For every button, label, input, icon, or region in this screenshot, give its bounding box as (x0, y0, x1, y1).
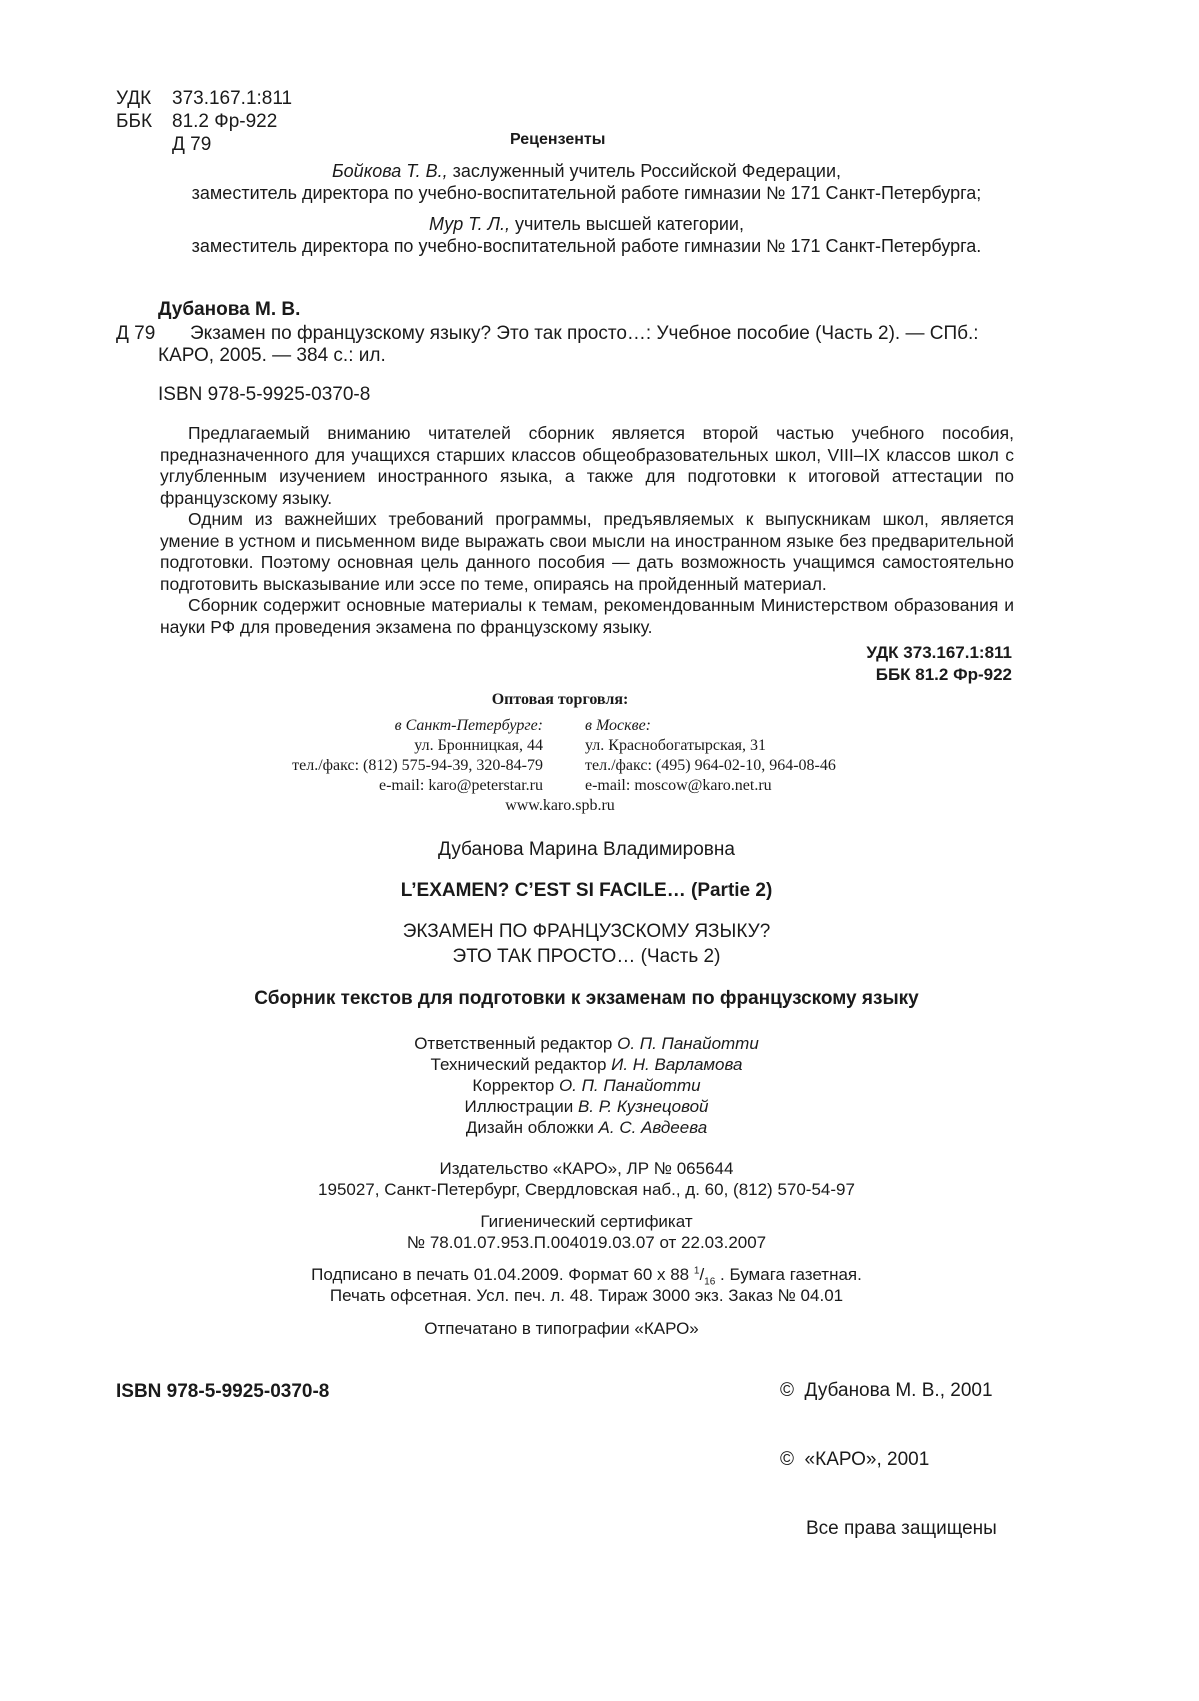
title-french: L’EXAMEN? C’EST SI FACILE… (Partie 2) (400, 880, 773, 901)
bib-isbn: ISBN 978-5-9925-0370-8 (158, 384, 371, 405)
credit-line: Дизайн обложки А. С. Авдеева (465, 1118, 708, 1137)
credit-line: Иллюстрации В. Р. Кузнецовой (464, 1097, 709, 1116)
bbk-right: ББК 81.2 Фр-922 (875, 665, 1012, 684)
publisher: Издательство «КАРО», ЛР № 065644 (439, 1159, 734, 1178)
spb-address: ул. Бронницкая, 44 (414, 737, 543, 754)
credit-line: Корректор О. П. Панайотти (472, 1076, 701, 1095)
spb-email: e-mail: karo@peterstar.ru (379, 777, 543, 794)
bib-author: Дубанова М. В. (158, 299, 301, 320)
annotation-paragraph-1: Предлагаемый вниманию читателей сборник является второй частью учебного пособия, предназначенного для учащихся старших классов общеобразовательных школ, VIII–IX классов школ с углубленным изучением иностранного языка, а также для подготовки к итоговой аттестации по французскому языку. (160, 423, 1014, 508)
copyright-author: © Дубанова М. В., 2001 (780, 1380, 993, 1401)
bbk-value: 81.2 Фр-922 (172, 111, 278, 132)
udk-right: УДК 373.167.1:811 (866, 643, 1012, 662)
copyright (780, 1333, 997, 1563)
bib-code: Д 79 (116, 323, 156, 344)
reviewer-1-role: заслуженный учитель Российской Федерации, (447, 161, 842, 181)
annotation-paragraph-2: Одним из важнейших требований программы, предъявляемых к выпускникам школ, является умение в устном и письменном виде выражать свои мысли на иностранном языке без предварительной подготовки. Поэтому основная цель данного пособия — дать возможность учащимся самостоятельно подготовить высказывание или эссе по теме, опираясь на пройденный материал. (160, 509, 1014, 594)
bib-line-2: КАРО, 2005. — 384 с.: ил. (158, 345, 386, 366)
print-info-1: Подписано в печать 01.04.2009. Формат 60 x 88 $^1/_{16}$ . Бумага газетная. (311, 1265, 862, 1288)
msk-address: ул. Краснобогатырская, 31 (585, 737, 766, 754)
publisher-address: 195027, Санкт-Петербург, Свердловская наб., д. 60, (812) 570-54-97 (318, 1180, 855, 1199)
print-info-2: Печать офсетная. Усл. печ. л. 48. Тираж 3000 экз. Заказ № 04.01 (329, 1286, 844, 1305)
author-full: Дубанова Марина Владимировна (438, 839, 735, 860)
certificate-number: № 78.01.07.953.П.004019.03.07 от 22.03.2007 (406, 1233, 767, 1252)
author-code: Д 79 (172, 134, 212, 155)
credit-line: Ответственный редактор О. П. Панайотти (414, 1034, 759, 1053)
msk-email: e-mail: moscow@karo.net.ru (585, 777, 772, 794)
website: www.karo.spb.ru (505, 797, 615, 814)
spb-city: в Санкт-Петербурге: (394, 717, 543, 734)
title-russian-1: ЭКЗАМЕН ПО ФРАНЦУЗСКОМУ ЯЗЫКУ? (402, 921, 771, 942)
msk-city: в Москве: (585, 717, 652, 734)
wholesale-heading: Оптовая торговля: (491, 691, 629, 708)
copyright-publisher: © «КАРО», 2001 (780, 1449, 930, 1470)
udk-label: УДК (116, 88, 152, 109)
certificate-title: Гигиенический сертификат (480, 1212, 693, 1231)
reviewers-heading: Рецензенты (510, 131, 606, 148)
rights-reserved: Все права защищены (806, 1518, 997, 1539)
reviewer-2-role: учитель высшей категории, (509, 214, 744, 234)
annotation-paragraph-3: Сборник содержит основные материалы к темам, рекомендованным Министерством образования и науки РФ для проведения экзамена по французскому языку. (160, 595, 1014, 637)
wholesale-msk (585, 716, 836, 796)
spb-phone: тел./факс: (812) 575-94-39, 320-84-79 (292, 757, 543, 774)
reviewer-2 (160, 213, 1013, 235)
bbk-label: ББК (116, 111, 153, 132)
annotation (160, 423, 1014, 638)
wholesale-spb (200, 716, 543, 796)
isbn-bottom: ISBN 978-5-9925-0370-8 (116, 1381, 330, 1402)
title-russian-2: ЭТО ТАК ПРОСТО… (Часть 2) (452, 946, 721, 967)
bib-line-1: Экзамен по французскому языку? Это так просто…: Учебное пособие (Часть 2). — СПб.: (190, 323, 979, 344)
subtitle: Сборник текстов для подготовки к экзаменам по французскому языку (254, 988, 919, 1009)
credits (160, 1033, 1013, 1138)
reviewer-2-name: Мур Т. Л., (429, 214, 510, 234)
reviewer-2-position: заместитель директора по учебно-воспитательной работе гимназии № 171 Санкт-Петербурга. (191, 236, 982, 256)
reviewer-1 (160, 160, 1013, 182)
msk-phone: тел./факс: (495) 964-02-10, 964-08-46 (585, 757, 836, 774)
credit-line: Технический редактор И. Н. Варламова (430, 1055, 743, 1074)
reviewer-1-position: заместитель директора по учебно-воспитательной работе гимназии № 171 Санкт-Петербурга; (191, 183, 982, 203)
printed-at: Отпечатано в типографии «КАРО» (424, 1319, 699, 1338)
udk-value: 373.167.1:811 (172, 88, 293, 109)
reviewer-1-name: Бойкова Т. В., (331, 161, 448, 181)
